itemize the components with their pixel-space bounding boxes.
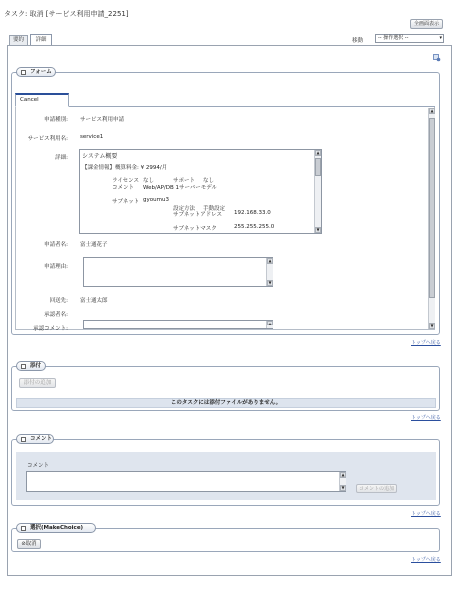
attach-empty-message: このタスクには添付ファイルがありません。	[170, 400, 282, 406]
attach-section-title: 添付	[30, 363, 42, 369]
setting-method-value: 手動設定	[203, 206, 226, 212]
app-type-label: 申請種別:	[44, 117, 68, 123]
comment-label: コメント	[112, 185, 135, 191]
tab-detail-label: 詳細	[35, 37, 47, 43]
detail-heading: システム概要	[82, 153, 118, 160]
approver-label: 承認者名:	[44, 312, 68, 318]
collapse-icon	[21, 70, 26, 75]
back-to-top-link[interactable]: トップへ戻る	[411, 511, 441, 517]
license-label: ライセンス	[112, 178, 140, 184]
comment-textarea[interactable]	[26, 471, 346, 492]
scroll-up-icon[interactable]: ▲	[341, 472, 345, 477]
subnet-value: gyoumu3	[143, 197, 169, 203]
cancel-choice-label: 取消	[25, 541, 37, 547]
add-comment-button[interactable]: コメントの追加	[356, 484, 397, 493]
chevron-down-icon: ▾	[439, 35, 442, 41]
comment-value: Web/AP/DB 1サーバーモデル	[143, 185, 217, 191]
attach-section-header[interactable]	[16, 361, 46, 371]
form-scrollbar[interactable]	[428, 108, 435, 329]
move-label: 移動	[352, 38, 364, 44]
subnet-mask-value: 255.255.255.0	[234, 224, 275, 230]
scroll-down-icon[interactable]: ▼	[341, 485, 345, 490]
cancel-choice-button[interactable]	[17, 539, 41, 549]
subnet-mask-label: サブネットマスク	[173, 226, 217, 232]
back-to-top-link[interactable]: トップへ戻る	[411, 415, 441, 421]
subnet-address-label: サブネットアドレス	[173, 212, 222, 218]
approval-comment-label: 承認コメント:	[33, 326, 68, 332]
scroll-down-icon[interactable]: ▼	[268, 280, 272, 285]
scroll-up-icon[interactable]: ▲	[316, 150, 320, 155]
scroll-up-icon[interactable]: ▴	[268, 321, 271, 326]
comment-section-header[interactable]	[16, 434, 54, 444]
reason-label: 申請理由:	[44, 264, 68, 270]
setting-method-label: 設定方法	[173, 206, 196, 212]
form-section-header[interactable]	[16, 67, 56, 77]
reason-textarea[interactable]	[83, 257, 273, 287]
tab-cancel-label: Cancel	[20, 97, 39, 103]
add-attachment-button[interactable]: 添付の追加	[19, 378, 56, 388]
applicant-value: 富士通花子	[80, 242, 108, 248]
page-title: タスク: 取消 [サービス利用申請_2251]	[4, 10, 129, 18]
subnet-address-value: 192.168.33.0	[234, 210, 271, 216]
forward-value: 富士通太郎	[80, 298, 108, 304]
tab-cancel[interactable]	[15, 93, 69, 107]
collapse-icon	[21, 526, 26, 531]
move-select[interactable]	[375, 34, 444, 43]
service-label: サービス利用名:	[27, 136, 68, 142]
scroll-down-icon[interactable]: ▼	[430, 323, 434, 328]
subnet-label: サブネット	[112, 199, 140, 205]
settings-icon[interactable]	[433, 54, 441, 62]
tab-summary[interactable]	[9, 35, 28, 45]
forward-label: 回送先:	[49, 298, 68, 304]
detail-fee: 【課金情報】概算料金: ¥ 2994/月	[82, 165, 168, 171]
comment-section-title: コメント	[30, 436, 53, 442]
detail-label: 詳細:	[55, 155, 68, 161]
collapse-icon	[21, 364, 26, 369]
cancel-icon: ⊘	[21, 541, 26, 547]
back-to-top-link[interactable]: トップへ戻る	[411, 557, 441, 563]
detail-scrollbar[interactable]	[314, 150, 321, 233]
license-value: なし	[143, 178, 155, 184]
app-type-value: サービス利用申請	[80, 117, 125, 123]
comment-field-label: コメント	[27, 463, 50, 469]
support-value: なし	[203, 178, 215, 184]
approval-comment-textarea[interactable]	[83, 320, 273, 329]
detail-textarea[interactable]	[79, 149, 322, 234]
attach-empty-bar	[16, 398, 436, 408]
scroll-up-icon[interactable]: ▲	[430, 108, 434, 113]
move-select-value: -- 操作選択 --	[378, 35, 409, 41]
applicant-label: 申請者名:	[44, 242, 68, 248]
choice-section-title: 選択(MakeChoice)	[30, 525, 84, 531]
back-to-top-link[interactable]: トップへ戻る	[411, 340, 441, 346]
form-section-title: フォーム	[30, 69, 52, 75]
collapse-icon	[21, 437, 26, 442]
tab-summary-label: 要約	[12, 37, 24, 43]
scroll-up-icon[interactable]: ▲	[268, 258, 272, 263]
fullscreen-button[interactable]: 全画面表示	[410, 19, 443, 29]
scroll-down-icon[interactable]: ▼	[316, 227, 320, 232]
choice-section-header[interactable]	[16, 523, 96, 533]
support-label: サポート	[173, 178, 196, 184]
service-value: service1	[80, 134, 104, 140]
